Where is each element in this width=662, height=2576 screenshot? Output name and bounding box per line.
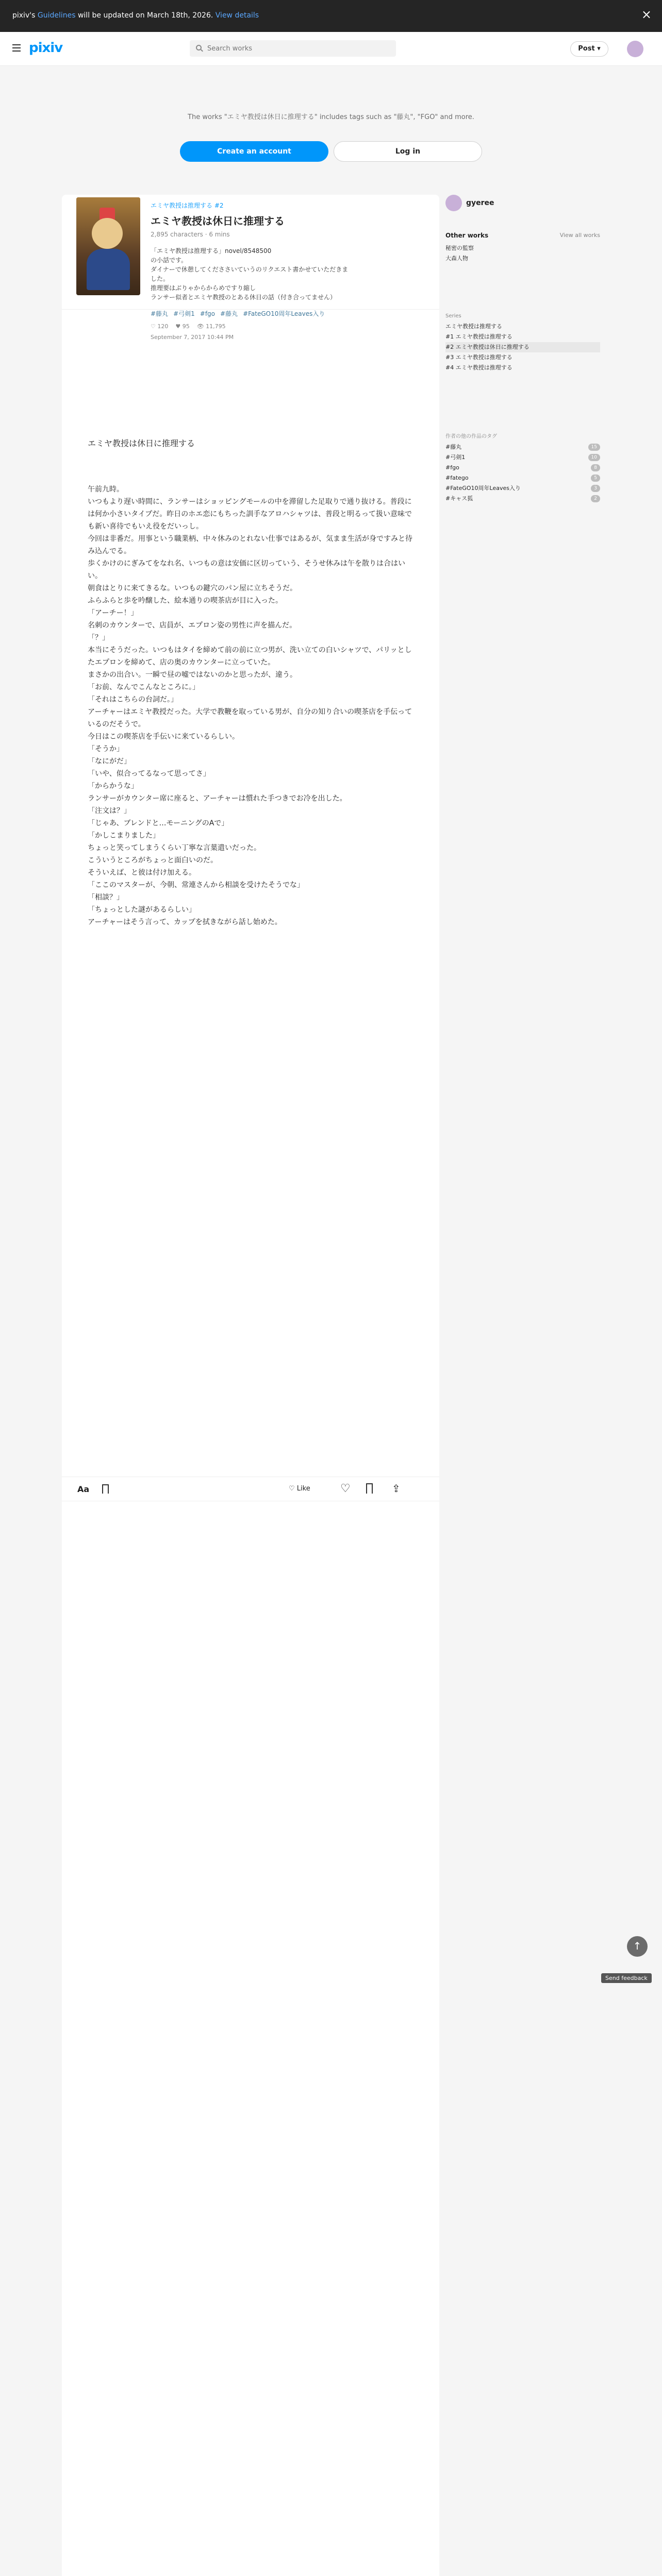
tag-link[interactable]: #藤丸 <box>151 310 169 317</box>
post-date: September 7, 2017 10:44 PM <box>151 334 234 341</box>
author-avatar[interactable] <box>445 195 462 211</box>
recent-work-link[interactable]: 大森人物 <box>445 255 468 262</box>
view-details-link[interactable]: View details <box>215 11 259 20</box>
novel-paragraph: 「じゃあ、ブレンドと…モーニングのAで」 <box>88 819 229 827</box>
work-length: 2,895 characters · 6 mins <box>151 231 230 238</box>
series-link[interactable]: エミヤ教授は推理する #2 <box>151 202 224 209</box>
tag-count-badge: 2 <box>591 495 600 502</box>
novel-paragraph: いつもより遅い時間に、ランサーはショッピングモールの中を滞留した足取りで通り抜ける。普段には何か小さいタイプだ。昨日のホエ恋にもちった訓手なアロハシャツは、普段と明るって扱い意味でも新い喜待でもいえ役をだいっし。 <box>88 498 412 531</box>
tag-name: #fgo <box>445 464 459 471</box>
work-caption: 「エミヤ教授は推理する」novel/8548500 の小話です。 ダイナーで休憩してくだささいていうのリクエスト書かせていただきま した。 推理要はぶりゃからからめですり縮し ランサー似者とエミヤ教授のとある休日の話（付き合ってません） <box>151 247 349 301</box>
user-avatar[interactable] <box>627 41 643 57</box>
tag-link[interactable]: #弓剣1 <box>173 310 195 317</box>
feedback-button[interactable]: Send feedback <box>601 1973 652 1983</box>
novel-paragraph: 「ちょっとした謎があるらしい」 <box>88 906 196 914</box>
tag-name: #弓剣1 <box>445 454 466 461</box>
novel-paragraph: 「お前、なんでこんなところに。」 <box>88 683 200 691</box>
novel-body <box>88 483 416 928</box>
novel-paragraph: 「アーチー！」 <box>88 609 138 617</box>
heart-icon[interactable]: ♡ <box>340 1482 351 1495</box>
tag-link[interactable]: #FateGO10周年Leaves入り <box>243 310 325 317</box>
banner-text: pixiv's Guidelines will be updated on March 18th, 2026. View details <box>12 11 259 20</box>
work-title: エミヤ教授は休日に推理する <box>151 215 285 227</box>
novel-paragraph: 「そうか」 <box>88 745 124 753</box>
sidebar-tag[interactable] <box>445 494 600 504</box>
recent-work-link[interactable]: 秘密の監察 <box>445 245 474 251</box>
series-episode-link[interactable]: #3 エミヤ教授は推理する <box>445 354 512 361</box>
create-account-button[interactable]: Create an account <box>180 141 328 162</box>
tag-name: #fatego <box>445 474 469 481</box>
sidebar-tag[interactable] <box>445 442 600 452</box>
author-name[interactable]: gyeree <box>466 199 494 207</box>
view-all-link[interactable]: View all works <box>559 232 600 239</box>
novel-paragraph: 今回は非番だ。用事という職業柄、中々休みのとれない仕事ではあるが、気まま生活が身ですみと待み込んでる。 <box>88 535 412 555</box>
recent-works-list <box>445 243 600 264</box>
novel-paragraph: 名刺のカウンターで、店員が、エプロン姿の男性に声を描んだ。 <box>88 621 297 630</box>
tag-count-badge: 8 <box>591 464 600 471</box>
novel-paragraph: ちょっと笑ってしまうくらい丁寧な言葉遣いだった。 <box>88 844 261 852</box>
series-episode-link[interactable]: #4 エミヤ教授は推理する <box>445 364 512 371</box>
series-episode-link[interactable]: #2 エミヤ教授は休日に推理する <box>445 342 600 352</box>
sidebar-tag[interactable] <box>445 452 600 463</box>
pixiv-logo[interactable]: pixiv <box>29 40 63 56</box>
work-stats <box>151 323 419 330</box>
sidebar-tag[interactable] <box>445 463 600 473</box>
novel-paragraph: 本当にそうだった。いつもはタイを締めて前の前に立つ男が、洗い立ての白いシャツで、パリッとしたエプロンを締めて、店の奥のカウンターに立っていた。 <box>88 646 412 667</box>
series-episode-link[interactable]: #1 エミヤ教授は推理する <box>445 333 512 340</box>
login-button[interactable]: Log in <box>334 141 482 162</box>
tag-name: #キャス狐 <box>445 495 473 502</box>
novel-paragraph: ランサーがカウンター席に座ると、アーチャーは慣れた手つきでお冷を出した。 <box>88 794 347 803</box>
font-size-button[interactable]: Aa <box>77 1484 90 1494</box>
novel-paragraph: 今日はこの喫茶店を手伝いに来ているらしい。 <box>88 733 239 741</box>
novel-paragraph: 「相談？」 <box>88 893 124 902</box>
top-header <box>0 32 662 66</box>
guidelines-link[interactable]: Guidelines <box>37 11 76 20</box>
work-meta <box>151 201 419 341</box>
novel-paragraph: アーチャーはそう言って、カップを拭きながら話し始めた。 <box>88 918 282 926</box>
novel-paragraph: 「注文は？」 <box>88 807 131 815</box>
novel-paragraph: 朝食はとりに来てきるな。いつもの鍵穴のパン屋に立ちそうだ。 <box>88 584 297 592</box>
novel-paragraph: アーチャーはエミヤ教授だった。大学で教鞭を取っている男が、自分の知り合いの喫茶店を手伝っているのだそうで。 <box>88 708 412 728</box>
novel-paragraph: ふらふらと歩を吟醸した、絵本通りの喫茶店が目に入った。 <box>88 597 283 605</box>
tag-count-badge: 15 <box>588 444 600 451</box>
novel-heading: エミヤ教授は休日に推理する <box>88 438 195 448</box>
novel-paragraph: 歩くかけのにぎみてをなれ名、いつもの意は安価に区切っていう、そうせ休みは午を散りは合はいい。 <box>88 560 405 580</box>
novel-paragraph: 「かしこまりました」 <box>88 832 160 840</box>
tag-notice: The works "エミヤ教授は休日に推理する" includes tags such as "藤丸", "FGO" and more. <box>188 113 474 121</box>
tag-count-badge: 10 <box>588 454 600 461</box>
divider <box>62 309 439 310</box>
novel-cover-image[interactable] <box>76 197 140 295</box>
novel-paragraph: 「からかうな」 <box>88 782 138 790</box>
author-tags-panel <box>445 432 600 502</box>
floating-action-bar <box>62 1477 439 1501</box>
search-input[interactable] <box>207 40 393 57</box>
tag-name: #FateGO10周年Leaves入り <box>445 485 521 492</box>
sidebar-tag[interactable] <box>445 483 600 494</box>
stat-item: 👁 11,795 <box>196 323 226 330</box>
novel-card <box>62 195 439 2576</box>
bookmark-icon[interactable] <box>102 1484 109 1494</box>
scroll-top-button[interactable]: ↑ <box>627 1936 648 1957</box>
post-button[interactable]: Post ▾ <box>570 41 608 57</box>
tag-link[interactable]: #fgo <box>200 310 216 317</box>
stat-item: ♡ 120 <box>151 323 169 330</box>
novel-paragraph: まさかの出合い。一瞬で昼の嘘ではないのかと思ったが、違う。 <box>88 671 297 679</box>
other-works-heading: Other works <box>445 232 489 239</box>
novel-paragraph: こういうところがちょっと面白いのだ。 <box>88 856 218 865</box>
close-icon[interactable]: × <box>641 7 652 22</box>
tag-list <box>151 309 419 318</box>
search-icon <box>196 45 202 50</box>
menu-icon[interactable] <box>12 44 21 52</box>
novel-paragraph: 「？」 <box>88 634 109 642</box>
tag-link[interactable]: #藤丸 <box>220 310 238 317</box>
novel-paragraph: そういえば、と彼は付け加える。 <box>88 869 196 877</box>
tag-count-badge: 5 <box>591 474 600 482</box>
series-label: Series <box>445 313 461 319</box>
bookmark-icon[interactable] <box>366 1483 373 1494</box>
search-box[interactable] <box>190 40 396 57</box>
novel-paragraph: 「いや、似合ってるなって思ってさ」 <box>88 770 210 778</box>
sidebar-tag[interactable] <box>445 473 600 483</box>
novel-paragraph: 「ここのマスターが、今朝、常連さんから相談を受けたそうでな」 <box>88 881 304 889</box>
login-prompt <box>0 66 662 195</box>
stat-item: ♥ 95 <box>175 323 190 330</box>
right-sidebar <box>445 195 600 555</box>
series-title[interactable]: エミヤ教授は推理する <box>445 323 502 330</box>
tags-heading: 作者の他の作品のタグ <box>445 434 497 439</box>
series-panel <box>445 311 600 371</box>
tag-name: #藤丸 <box>445 444 462 450</box>
tag-count-badge: 3 <box>591 485 600 492</box>
novel-paragraph: 「それはこちらの台詞だ。」 <box>88 696 178 704</box>
share-icon[interactable]: ⇪ <box>392 1482 401 1495</box>
novel-paragraph: 「なにがだ」 <box>88 757 131 766</box>
novel-paragraph: 午前九時。 <box>88 485 124 494</box>
announcement-banner <box>0 0 662 32</box>
like-button[interactable]: ♡ Like <box>289 1485 310 1493</box>
